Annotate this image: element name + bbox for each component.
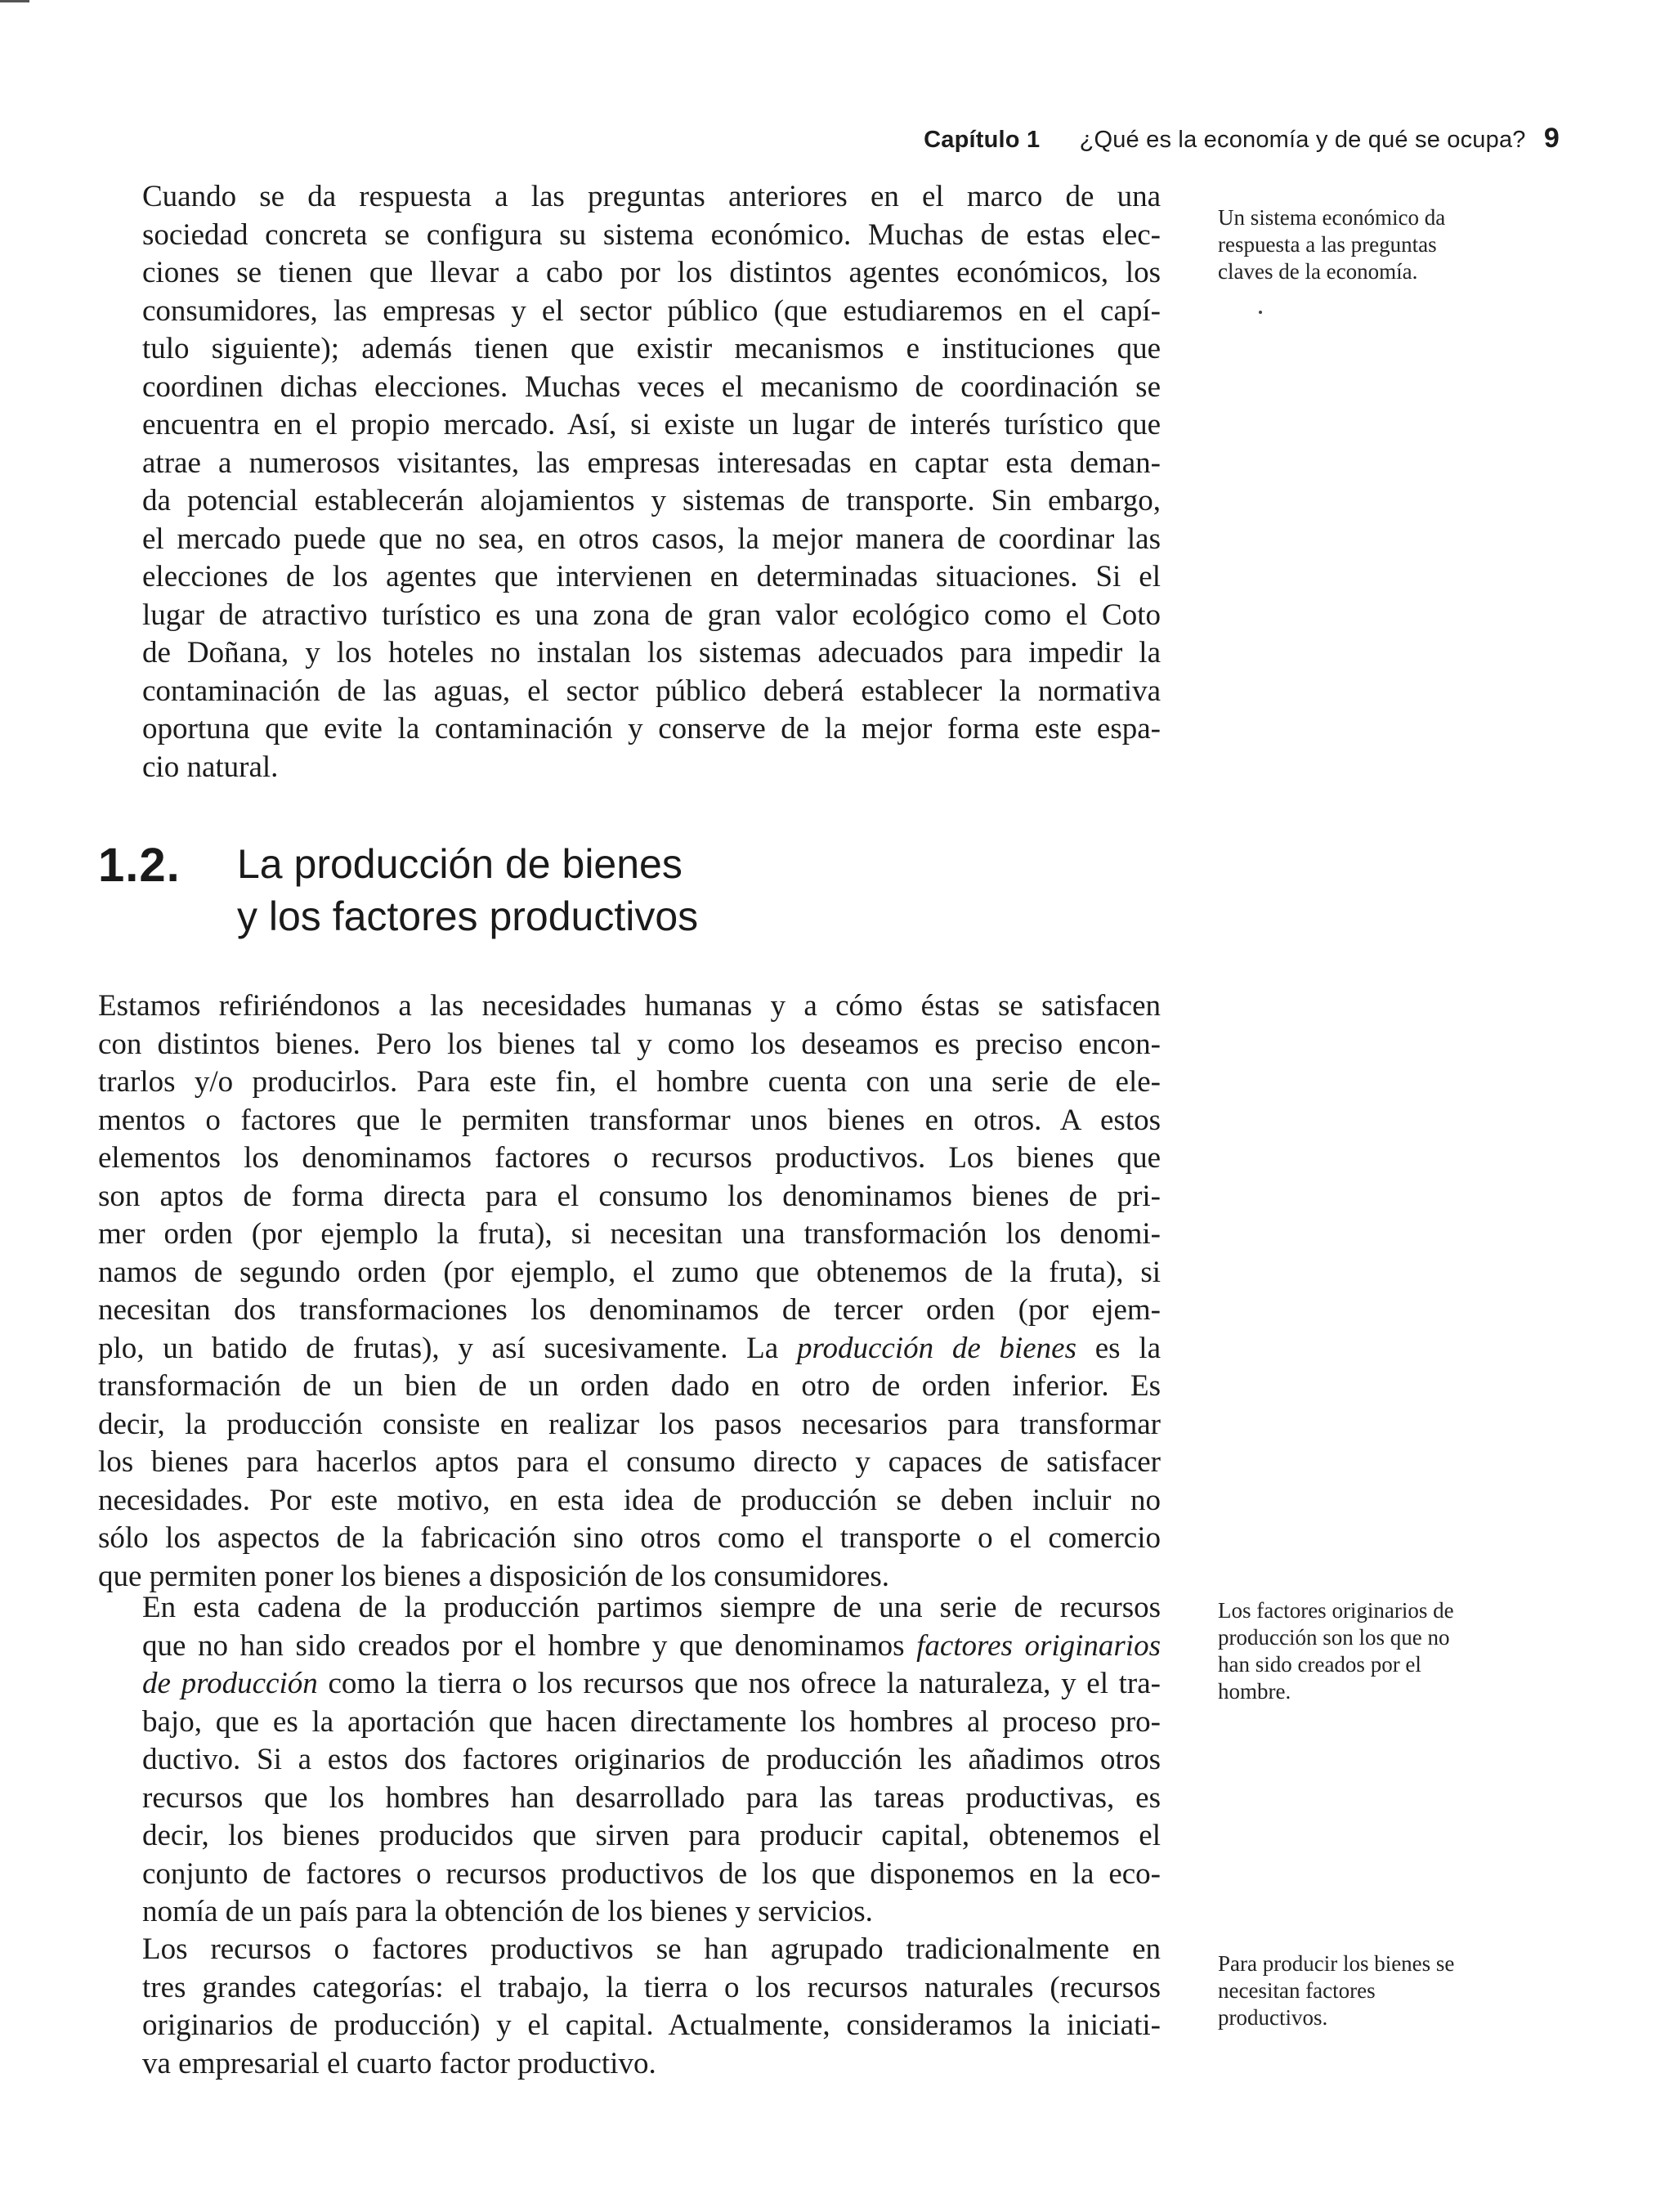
text-line: sociedad concreta se configura su sistema económico. Muchas de estas elec- — [142, 217, 1161, 252]
text-line: cio natural. — [142, 750, 279, 784]
text-line: los bienes para hacerlos aptos para el consumo directo y capaces de satisfacer — [98, 1445, 1161, 1479]
text-line: Cuando se da respuesta a las preguntas anteriores en el marco de una — [142, 180, 1161, 213]
text-line: encuentra en el propio mercado. Así, si existe un lugar de interés turístico que — [142, 408, 1161, 441]
text-line: originarios de producción) y el capital. Actualmente, consideramos la iniciati- — [142, 2008, 1161, 2042]
margin-note-line: han sido creados por el — [1218, 1652, 1421, 1677]
chapter-title: ¿Qué es la economía y de qué se ocupa? — [1079, 127, 1526, 153]
text-line-mixed — [98, 1665, 1161, 1704]
text-line: namos de segundo orden (por ejemplo, el zumo que obtenemos de la fruta), si — [98, 1255, 1161, 1289]
stray-dot — [1259, 311, 1262, 314]
margin-note-line: producción son los que no — [1218, 1625, 1450, 1650]
text-line: el mercado puede que no sea, en otros casos, la mejor manera de coordinar las — [142, 522, 1161, 556]
paragraph-sistema-economico — [98, 178, 1161, 786]
margin-note-line: respuesta a las preguntas — [1218, 232, 1437, 257]
section-title-line: La producción de bienes — [237, 841, 683, 887]
text-line: En esta cadena de la producción partimos siempre de una serie de recursos — [142, 1591, 1161, 1624]
text-line: tres grandes categorías: el trabajo, la tierra o los recursos naturales (recursos — [142, 1970, 1161, 2004]
italic-term: producción de bienes — [796, 1331, 1077, 1365]
text-line: consumidores, las empresas y el sector público (que estudiaremos en el capí- — [142, 293, 1161, 328]
text-line: son aptos de forma directa para el consumo los denominamos bienes de pri- — [98, 1179, 1161, 1213]
text-line: ductivo. Si a estos dos factores originarios de producción les añadimos otros — [142, 1743, 1161, 1776]
text-run: como la tierra o los recursos que nos ofrece la naturaleza, y el tra- — [328, 1667, 1162, 1700]
text-line: coordinen dichas elecciones. Muchas veces el mecanismo de coordinación se — [142, 369, 1161, 404]
text-line: transformación de un bien de un orden dado en otro de orden inferior. Es — [98, 1369, 1161, 1403]
section-number: 1.2. — [98, 839, 181, 892]
italic-term: factores originarios — [916, 1628, 1161, 1663]
text-line: conjunto de factores o recursos productivos de los que disponemos en la eco- — [142, 1856, 1161, 1891]
text-line: bajo, que es la aportación que hacen directamente los hombres al proceso pro- — [142, 1704, 1161, 1739]
paragraph-factores-originarios — [98, 1589, 1161, 1932]
text-line: sólo los aspectos de la fabricación sino otros como el transporte o el comercio — [98, 1521, 1161, 1555]
margin-note-factores-productivos — [1218, 1950, 1545, 2031]
margin-note-line: Los factores originarios de — [1218, 1598, 1454, 1623]
text-run: que no han sido creados por el hombre y que denominamos — [142, 1628, 905, 1663]
margin-note-factores-originarios — [1218, 1597, 1545, 1705]
chapter-label: Capítulo 1 — [924, 127, 1041, 153]
text-line-mixed — [98, 1628, 1161, 1666]
text-line: nomía de un país para la obtención de los bienes y servicios. — [142, 1895, 873, 1928]
margin-note-line: Un sistema económico da — [1218, 205, 1446, 230]
running-header — [924, 123, 1560, 154]
text-line: va empresarial el cuarto factor productivo. — [142, 2046, 656, 2080]
text-line-mixed — [98, 1330, 1161, 1368]
text-line: Los recursos o factores productivos se han agrupado tradicionalmente en — [142, 1932, 1161, 1966]
text-line: elecciones de los agentes que intervienen en determinadas situaciones. Si el — [142, 560, 1161, 593]
text-line: trarlos y/o producirlos. Para este fin, el hombre cuenta con una serie de ele- — [98, 1065, 1161, 1099]
margin-note-line: claves de la economía. — [1218, 259, 1418, 284]
text-line: mer orden (por ejemplo la fruta), si necesitan una transformación los denomi- — [98, 1217, 1161, 1251]
text-line: atrae a numerosos visitantes, las empresas interesadas en captar esta deman- — [142, 446, 1161, 480]
text-line: ciones se tienen que llevar a cabo por los distintos agentes económicos, los — [142, 256, 1161, 289]
text-line: elementos los denominamos factores o recursos productivos. Los bienes que — [98, 1141, 1161, 1175]
section-title-line: y los factores productivos — [237, 893, 699, 939]
text-line: necesitan dos transformaciones los denominamos de tercer orden (por ejem- — [98, 1293, 1161, 1327]
text-run: plo, un batido de frutas), y así sucesivamente. La — [98, 1331, 779, 1365]
text-line: decir, los bienes producidos que sirven para producir capital, obtenemos el — [142, 1819, 1161, 1852]
page-number: 9 — [1543, 123, 1560, 154]
text-line: con distintos bienes. Pero los bienes tal y como los deseamos es preciso encon- — [98, 1027, 1161, 1061]
margin-note-line: hombre. — [1218, 1679, 1291, 1704]
section-title — [237, 838, 698, 943]
scan-edge-mark — [0, 0, 29, 2]
text-line: mentos o factores que le permiten transformar unos bienes en otros. A estos — [98, 1103, 1161, 1137]
margin-note-line: productivos. — [1218, 2005, 1328, 2030]
text-line: da potencial establecerán alojamientos y sistemas de transporte. Sin embargo, — [142, 484, 1161, 517]
text-line: de Doñana, y los hoteles no instalan los sistemas adecuados para impedir la — [142, 636, 1161, 669]
margin-note-sistema-economico — [1218, 204, 1545, 285]
text-line: Estamos refiriéndonos a las necesidades humanas y a cómo éstas se satisfacen — [98, 989, 1161, 1023]
paragraph-categorias-factores — [98, 1931, 1161, 2083]
paragraph-produccion-bienes — [98, 987, 1161, 1596]
text-line: recursos que los hombres han desarrollado para las tareas productivas, es — [142, 1780, 1161, 1815]
text-line: que permiten poner los bienes a disposición de los consumidores. — [98, 1559, 889, 1593]
text-line: contaminación de las aguas, el sector público deberá establecer la normativa — [142, 674, 1161, 708]
text-run: es la — [1094, 1331, 1162, 1365]
margin-note-line: necesitan factores — [1218, 1978, 1376, 2003]
text-line: oportuna que evite la contaminación y conserve de la mejor forma este espa- — [142, 712, 1161, 746]
margin-note-line: Para producir los bienes se — [1218, 1951, 1455, 1976]
italic-term: de producción — [142, 1667, 318, 1700]
text-line: decir, la producción consiste en realizar los pasos necesarios para transformar — [98, 1407, 1161, 1441]
text-line: necesidades. Por este motivo, en esta idea de producción se deben incluir no — [98, 1483, 1161, 1517]
text-line: tulo siguiente); además tienen que existir mecanismos e instituciones que — [142, 332, 1161, 365]
text-line: lugar de atractivo turístico es una zona de gran valor ecológico como el Coto — [142, 598, 1161, 632]
